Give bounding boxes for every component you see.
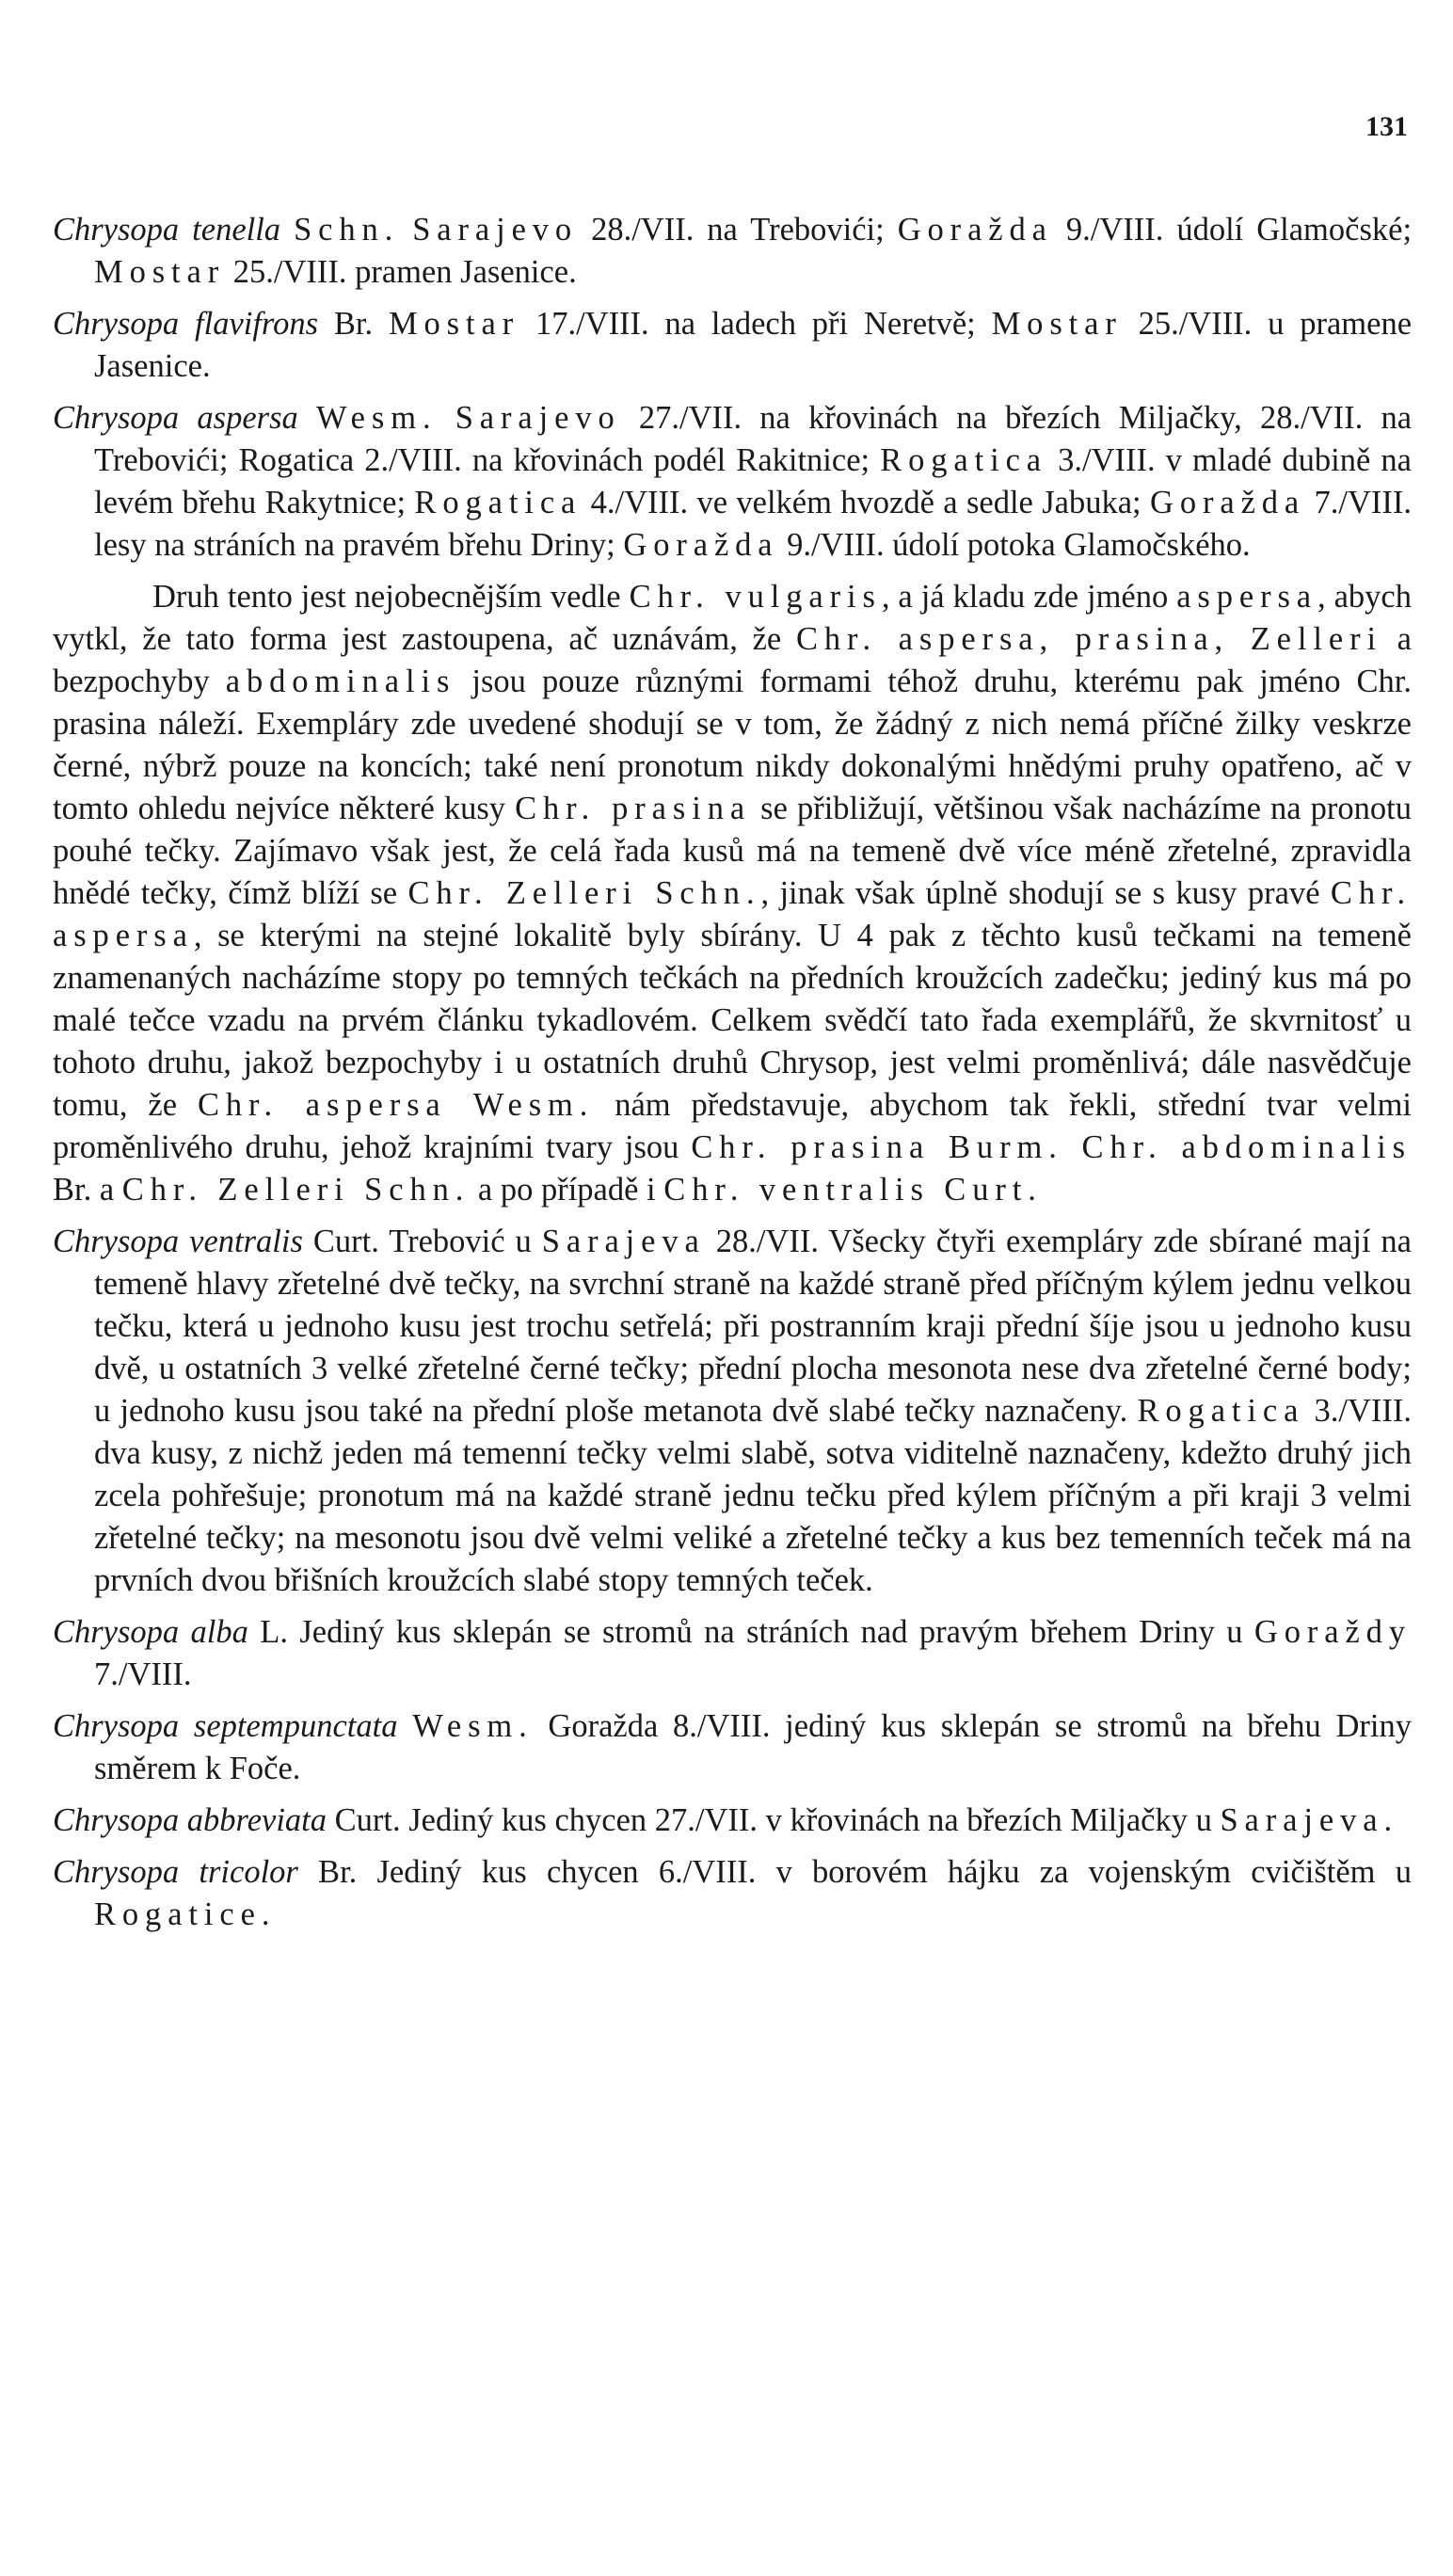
- text-run: L. Jediný kus sklepán se stromů na stráních nad pravým břehem Driny u: [247, 1614, 1254, 1650]
- spaced-name: Schn.: [294, 212, 400, 248]
- spaced-name: Goražda: [623, 527, 779, 563]
- spaced-name: Chr. prasina Burm. Chr. abdominalis: [691, 1129, 1412, 1165]
- discussion-paragraph: [53, 576, 1412, 1211]
- text-run: .: [261, 1896, 270, 1932]
- spaced-name: Rogatica: [1137, 1393, 1305, 1429]
- species-name: Chrysopa abbreviata: [53, 1802, 327, 1838]
- page-body: [53, 209, 1412, 1945]
- species-entry: [53, 209, 1412, 294]
- page-number: 131: [1365, 111, 1408, 142]
- species-name: Chrysopa ventralis: [53, 1224, 303, 1259]
- text-run: 9./VIII. údolí potoka Glamočského.: [778, 527, 1251, 563]
- text-run: 27./VII. na křovinách na březích Miljačky, 28./VII. na Trebovići; Rogatica 2./VIII. na křovinách podél Rakitnice;: [94, 400, 1413, 478]
- text-run: Goražda 8./VIII. jediný kus sklepán se stromů na břehu Driny směrem k Foče.: [94, 1708, 1413, 1786]
- spaced-name: Rogatica: [880, 442, 1048, 478]
- text-run: [298, 400, 316, 436]
- spaced-name: Chr. prasina: [515, 791, 752, 826]
- spaced-name: Chr. aspersa Wesm.: [197, 1087, 595, 1123]
- text-run: [437, 400, 455, 436]
- species-entry: [53, 1221, 1412, 1602]
- text-run: 9./VIII. údolí Glamočské;: [1052, 212, 1413, 248]
- text-run: 4./VIII. ve velkém hvozdě a sedle Jabuka;: [582, 485, 1150, 520]
- text-run: 3./VIII. dva kusy, z nichž jeden má temenní tečky velmi slabě, sotva viditelně naznačeny, kdežto druhý jich zcela pohřešuje; pronotum má na každé straně jednu tečku před kýlem příčným a při kraji 3 velmi zřetelné tečky; na mesonotu jsou dvě velmi veliké a zřetelné tečky a kus bez temenních teček má na prvních dvou břišních kroužcích slabé stopy temných teček.: [94, 1393, 1412, 1598]
- species-records-bottom: [53, 1221, 1412, 1936]
- text-run: , a já kladu zde jméno: [881, 579, 1177, 615]
- spaced-name: Chr. ventralis Curt.: [663, 1172, 1043, 1208]
- spaced-name: Chr. Zelleri Schn.: [121, 1172, 471, 1208]
- text-run: 3./VIII. v mladé dubině na levém břehu Rakytnice;: [94, 442, 1412, 520]
- species-name: Chrysopa flavifrons: [53, 306, 319, 342]
- text-run: 25./VIII. pramen Jasenice.: [225, 254, 577, 290]
- spaced-name: Sarajeva: [1220, 1802, 1384, 1838]
- spaced-name: Rogatica: [414, 485, 583, 520]
- spaced-name: Mostar: [388, 306, 520, 342]
- text-run: Br. a: [53, 1172, 122, 1208]
- text-run: 17./VIII. na ladech při Neretvě;: [519, 306, 992, 342]
- text-run: Br. Jediný kus chycen 6./VIII. v borovém hájku za vojenským cvičištěm u: [297, 1854, 1412, 1890]
- species-entry: [53, 397, 1412, 567]
- species-entry: [53, 1705, 1412, 1790]
- spaced-name: Goražda: [1150, 485, 1306, 520]
- text-run: [280, 212, 294, 248]
- species-entry: [53, 1851, 1412, 1936]
- spaced-name: Sarajevo: [455, 400, 621, 436]
- spaced-name: Wesm.: [412, 1708, 534, 1744]
- text-run: se přibližují, většinou však nacházíme na pronotu pouhé tečky. Zajímavo však jest, že celá řada kusů má na temeně dvě více méně zřetelné, zpravidla hnědé tečky, čímž blíží se: [53, 791, 1412, 911]
- text-run: a po případě i: [470, 1172, 664, 1208]
- spaced-name: abdominalis: [225, 664, 456, 699]
- text-run: 7./VIII.: [94, 1656, 192, 1692]
- spaced-name: aspersa: [1176, 579, 1318, 615]
- text-run: [397, 1708, 412, 1744]
- text-run: 28./VII. na Trebovići;: [578, 212, 898, 248]
- spaced-name: Goraždy: [1253, 1614, 1412, 1650]
- spaced-name: Sarajevo: [412, 212, 579, 248]
- spaced-name: Chr. aspersa, prasina, Zelleri: [795, 621, 1382, 657]
- text-run: , se kterými na stejné lokalitě byly sbírány. U 4 pak z těchto kusů tečkami na temeně znamenaných nacházíme stopy po temných tečkách na předních kroužcích zadečku; jediný kus má po malé tečce vzadu na prvém článku tykadlovém. Celkem svědčí tato řada exemplářů, že skvrnitosť u tohoto druhu, jakož bezpochyby i u ostatních druhů Chrysop, jest velmi proměnlivá; dále nasvědčuje tomu, že: [53, 918, 1412, 1123]
- text-run: 7./VIII. lesy na stráních na pravém břehu Driny;: [94, 485, 1412, 563]
- species-name: Chrysopa alba: [53, 1614, 248, 1650]
- spaced-name: Goražda: [897, 212, 1053, 248]
- text-run: 28./VII. Všecky čtyři exempláry zde sbírané mají na temeně hlavy zřetelné dvě tečky, na svrchní straně na každé straně před příčným kýlem jednu velkou tečku, která u jednoho kusu jest trochu setřelá; při postranním kraji přední šíje jsou u jednoho kusu dvě, u ostatních 3 velké zřetelné černé tečky; přední plocha mesonota nese dva zřetelné černé body; u jednoho kusu jsou také na přední ploše metanota dvě slabé tečky naznačeny.: [94, 1224, 1412, 1429]
- text-run: jsou pouze různými formami téhož druhu, kterému pak jméno Chr. prasina náleží. Exempláry zde uvedené shodují se v tom, že žádný z nich nemá příčné žilky veskrze černé, nýbrž pouze na koncích; také není pronotum nikdy dokonalými hnědými pruhy opatřeno, ač v tomto ohledu nejvíce některé kusy: [53, 664, 1412, 826]
- spaced-name: Rogatice: [94, 1896, 262, 1932]
- text-run: .: [1383, 1802, 1393, 1838]
- species-name: Chrysopa aspersa: [53, 400, 298, 436]
- text-run: , abych vytkl, že tato forma jest zastoupena, ač uznávám, že: [53, 579, 1412, 657]
- spaced-name: Chr. Zelleri Schn.: [407, 875, 761, 911]
- spaced-name: Mostar: [94, 254, 226, 290]
- species-entry: [53, 1611, 1412, 1696]
- species-name: Chrysopa tenella: [53, 212, 281, 248]
- spaced-name: Chr. vulgaris: [629, 579, 882, 615]
- species-name: Chrysopa septempunctata: [53, 1708, 398, 1744]
- text-run: a bezpochyby: [53, 621, 1412, 699]
- text-run: Curt. Trebović u: [302, 1224, 542, 1259]
- text-run: Br.: [318, 306, 389, 342]
- spaced-name: Sarajeva: [541, 1224, 706, 1259]
- text-run: Curt. Jediný kus chycen 27./VII. v křovinách na březích Miljačky u: [327, 1802, 1221, 1838]
- species-records-top: [53, 209, 1412, 567]
- spaced-name: Wesm.: [315, 400, 438, 436]
- text-run: nám představuje, abychom tak řekli, střední tvar velmi proměnlivého druhu, jehož krajními tvary jsou: [53, 1087, 1413, 1165]
- text-run: , jinak však úplně shodují se s kusy pravé: [760, 875, 1331, 911]
- species-entry: [53, 303, 1412, 388]
- spaced-name: Mostar: [991, 306, 1123, 342]
- spaced-name: Chr. aspersa: [53, 875, 1412, 953]
- text-run: Druh tento jest nejobecnějším vedle: [152, 579, 630, 615]
- species-entry: [53, 1800, 1412, 1842]
- species-name: Chrysopa tricolor: [53, 1854, 298, 1890]
- text-run: [399, 212, 412, 248]
- text-run: 25./VIII. u pramene Jasenice.: [94, 306, 1413, 384]
